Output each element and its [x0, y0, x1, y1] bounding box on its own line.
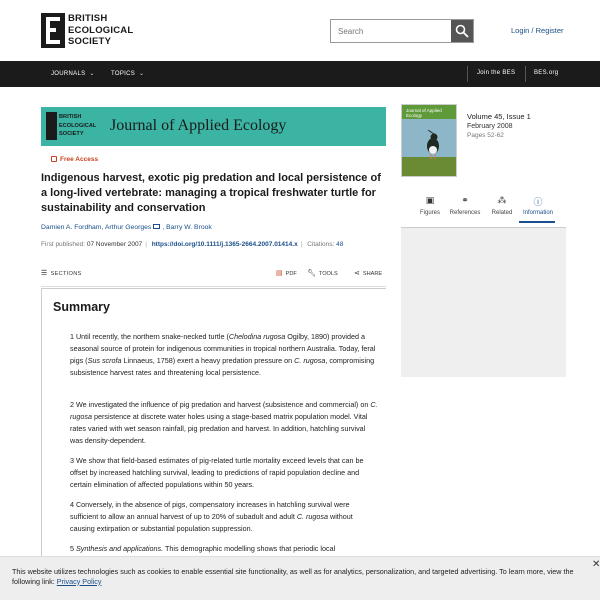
privacy-policy-link[interactable]: Privacy Policy — [56, 576, 102, 586]
list-icon: ☰ — [41, 270, 48, 277]
search-icon — [455, 24, 469, 38]
tools-button[interactable]: 🔧︎ TOOLS — [307, 270, 338, 277]
tab-related-label: Related — [491, 210, 513, 216]
issue-volume-link[interactable]: Volume 45, Issue 1 — [467, 112, 531, 121]
bes-logo-mark — [41, 13, 65, 48]
issue-pages: Pages 52-62 — [467, 132, 504, 139]
search-input[interactable] — [331, 20, 451, 42]
nav-bes-org[interactable]: BES.org — [534, 70, 559, 76]
unlock-icon — [51, 156, 57, 162]
summary-paragraph-5: 5 Synthesis and applications. This demographic modelling shows that periodic local — [70, 544, 336, 553]
chevron-down-icon: ⌄ — [139, 71, 145, 77]
free-access-badge: Free Access — [51, 156, 98, 163]
nav-journals[interactable] — [51, 70, 95, 77]
information-panel — [401, 227, 566, 377]
summary-paragraph-1: 1 Until recently, the northern snake-necked turtle (Chelodina rugosa Ogilby, 1890) provided a seasonal source of protein for indigenous communities in tropical northern Australia. Today, feral pigs (Sus scrofa Linnaeus, 1758) exert a heavy predation pressure on C. rugosa, compromising subsistence harvest rates and threatening local persistence. — [70, 332, 376, 377]
tab-figures[interactable] — [410, 195, 450, 216]
login-register-link[interactable]: Login / Register — [511, 26, 564, 35]
article-toolbar — [41, 267, 386, 281]
journal-title: Journal of Applied Ecology — [110, 117, 287, 134]
citations-link[interactable]: 48 — [336, 241, 344, 248]
tab-references[interactable] — [445, 195, 485, 216]
close-icon[interactable]: ✕ — [592, 559, 600, 570]
chevron-down-icon: ⌄ — [89, 71, 95, 77]
author-link[interactable]: Barry W. Brook — [166, 224, 212, 231]
tab-figures-label: Figures — [419, 210, 440, 216]
doi-link[interactable]: https://doi.org/10.1111/j.1365-2664.2007.01414.x — [151, 241, 298, 248]
nav-divider — [467, 66, 468, 82]
journal-cover-image[interactable] — [401, 104, 457, 177]
info-icon: ⓘ — [533, 197, 543, 207]
related-icon: ⁂ — [497, 195, 507, 205]
pdf-icon: ▤ — [276, 270, 283, 277]
author-link[interactable]: Damien A. Fordham — [41, 224, 102, 231]
tab-information-label: Information — [522, 210, 553, 216]
nav-journals-label: JOURNALS — [51, 71, 86, 77]
link-icon: ⚭ — [461, 195, 469, 205]
banner-logo-text: BRITISH ECOLOGICAL SOCIETY — [59, 114, 97, 137]
tab-information[interactable] — [518, 195, 558, 216]
article-title: Indigenous harvest, exotic pig predation and local persistence of a long-lived vertebrate: managing a tropical freshwater turtle for sustainability and conservation — [41, 172, 381, 214]
lapwing-bird-icon — [422, 130, 444, 160]
summary-heading: Summary — [53, 300, 110, 314]
banner-logo-mark — [46, 112, 57, 140]
main-nav — [0, 61, 600, 87]
summary-paragraph-4: 4 Conversely, in the absence of pigs, compensatory increases in hatchling survival were sufficient to allow an annual harvest of up to 20% of subadult and adult C. rugosa without causing extirpation or substantial population suppression. — [70, 500, 353, 533]
share-icon: ⋖ — [354, 270, 360, 277]
author-list: Damien A. Fordham, Arthur Georges , Barry W. Brook — [41, 224, 212, 231]
site-header — [0, 0, 600, 61]
toolbar-divider — [41, 286, 386, 287]
search-box — [330, 19, 474, 43]
bes-logo-text: BRITISH ECOLOGICAL SOCIETY — [68, 13, 134, 47]
email-icon[interactable] — [153, 224, 160, 229]
article-side-tabs — [415, 195, 565, 227]
figures-icon: ▣ — [425, 195, 435, 205]
sections-button[interactable]: ☰ SECTIONS — [41, 270, 82, 277]
search-button[interactable] — [451, 20, 473, 42]
tab-references-label: References — [449, 210, 481, 216]
nav-join-bes[interactable]: Join the BES — [477, 70, 516, 76]
wrench-icon: 🔧︎ — [307, 270, 316, 277]
summary-paragraph-3: 3 We show that field-based estimates of pig-related turtle mortality exceed levels that can be offset by increased hatchling survival, leading to predictions of rapid population decline and certain elimination of affected populations within 50 years. — [70, 456, 364, 489]
tab-related[interactable] — [482, 195, 522, 216]
bes-logo[interactable] — [41, 13, 134, 48]
pdf-button[interactable]: ▤ PDF — [276, 270, 297, 277]
cover-title: Journal of Applied Ecology — [406, 108, 442, 118]
banner-bes-logo — [46, 112, 104, 140]
nav-topics-label: TOPICS — [111, 71, 136, 77]
share-button[interactable]: ⋖ SHARE — [354, 270, 383, 277]
cookie-text: This website utilizes technologies such as cookies to enable essential site functionality, as well as for analytics, personalization, and targeted advertising. To learn more, view the following link: Privacy Policy — [12, 567, 574, 586]
cookie-banner — [0, 556, 600, 600]
journal-banner[interactable] — [41, 107, 386, 146]
author-link[interactable]: Arthur Georges — [104, 224, 152, 231]
first-published-date: 07 November 2007 — [86, 241, 143, 248]
active-tab-indicator — [519, 221, 555, 223]
issue-info — [467, 112, 531, 139]
publication-meta: First published: 07 November 2007 | https://doi.org/10.1111/j.1365-2664.2007.01414.x | Citations: 48 — [41, 241, 344, 248]
summary-paragraph-2: 2 We investigated the influence of pig predation and harvest (subsistence and commercial) on C. rugosa persistence at discrete water holes using a stage-based matrix population model. Vital rates varied with wet season rainfall, pig predation and harvest. In addition, hatchling survival was density-dependent. — [70, 400, 378, 445]
issue-date: February 2008 — [467, 123, 513, 130]
nav-divider — [525, 66, 526, 82]
nav-topics[interactable] — [111, 70, 144, 77]
